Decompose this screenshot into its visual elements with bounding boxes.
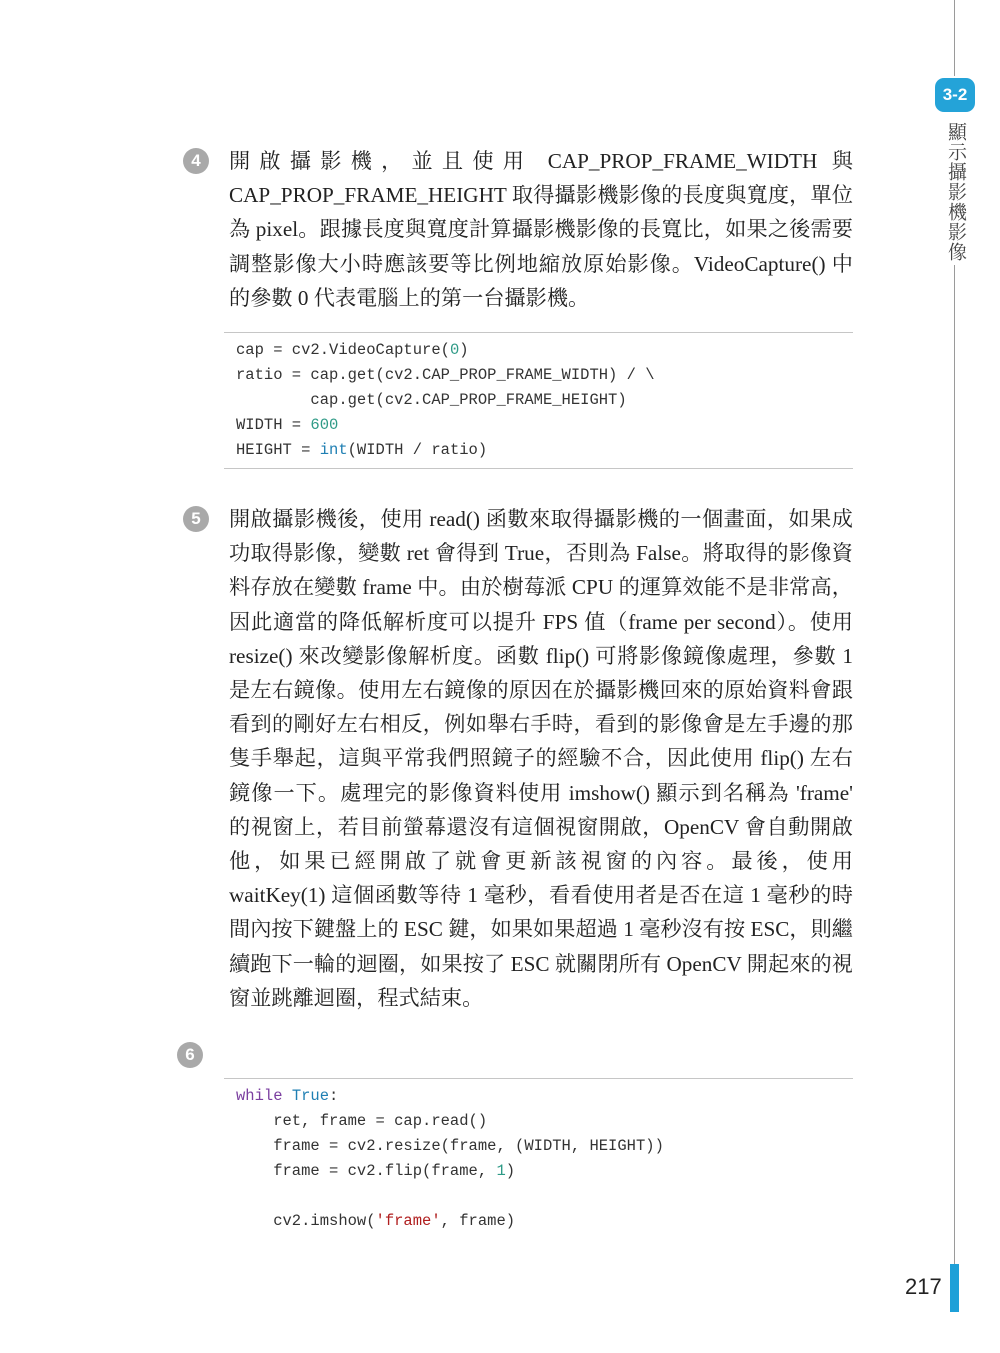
code-listing-setup bbox=[224, 333, 853, 463]
code-token: True bbox=[291, 1087, 330, 1105]
step-marker-6: 6 bbox=[177, 1042, 203, 1068]
code-token: ) bbox=[459, 341, 469, 359]
code-token: cap.get(cv2.CAP_PROP_FRAME_HEIGHT) bbox=[236, 391, 627, 409]
code-token: : bbox=[329, 1087, 339, 1105]
code-token: 'frame' bbox=[375, 1212, 441, 1230]
code-line bbox=[236, 1084, 853, 1109]
step-marker-5: 5 bbox=[183, 506, 209, 532]
code-token: frame = cv2.flip(frame, bbox=[236, 1162, 497, 1180]
code-line bbox=[236, 363, 853, 388]
code-line bbox=[236, 413, 853, 438]
code-token: while bbox=[236, 1087, 283, 1105]
side-rule-top bbox=[954, 0, 955, 76]
code-token bbox=[283, 1087, 292, 1105]
step-marker-4: 4 bbox=[183, 148, 209, 174]
code-token: cap = cv2.VideoCapture( bbox=[236, 341, 450, 359]
code-token: int bbox=[319, 441, 348, 459]
code-token: , frame) bbox=[440, 1212, 516, 1230]
code-listing-loop bbox=[224, 1079, 853, 1234]
step-4-text: 開啟攝影機，並且使用 CAP_PROP_FRAME_WIDTH 與 CAP_PROP_FRAME_HEIGHT 取得攝影機影像的長度與寬度，單位為 pixel。跟據長度與寬度計算攝影機影像的長寬比，如果之後需要調整影像大小時應該要等比例地縮放原始影像。VideoCapture() 中的參數 0 代表電腦上的第一台攝影機。 bbox=[229, 149, 853, 310]
code-token: WIDTH = bbox=[236, 416, 311, 434]
code-line bbox=[236, 388, 853, 413]
section-title-vertical: 顯示攝影機影像 bbox=[945, 122, 967, 262]
page-edge-bar bbox=[950, 1264, 959, 1312]
code-line bbox=[236, 338, 853, 363]
code-token: (WIDTH / ratio) bbox=[347, 441, 488, 459]
section-number-badge: 3-2 bbox=[935, 78, 975, 112]
code-line bbox=[236, 1184, 853, 1209]
side-rule bbox=[954, 265, 955, 1265]
code-line bbox=[236, 1209, 853, 1234]
code-block-setup bbox=[224, 332, 853, 469]
code-token: frame = cv2.resize(frame, (WIDTH, HEIGHT)) bbox=[236, 1137, 664, 1155]
code-line bbox=[236, 438, 853, 463]
page-number: 217 bbox=[905, 1274, 942, 1299]
step-5-text: 開啟攝影機後，使用 read() 函數來取得攝影機的一個畫面，如果成功取得影像，變數 ret 會得到 True，否則為 False。將取得的影像資料存放在變數 frame 中。由於樹莓派 CPU 的運算效能不是非常高，因此適當的降低解析度可以提升 FPS 值（frame per second）。使用 resize() 來改變影像解析度。函數 flip() 可將影像鏡像處理，參數 1 是左右鏡像。使用左右鏡像的原因在於攝影機回來的原始資料會跟看到的剛好左右相反，例如舉右手時，看到的影像會是左手邊的那隻手舉起，這與平常我們照鏡子的經驗不合，因此使用 flip() 左右鏡像一下。處理完的影像資料使用 imshow() 顯示到名稱為 'frame' 的視窗上，若目前螢幕還沒有這個視窗開啟，OpenCV 會自動開啟他，如果已經開啟了就會更新該視窗的內容。最後，使用 waitKey(1) 這個函數等待 1 毫秒，看看使用者是否在這 1 毫秒的時間內按下鍵盤上的 ESC 鍵，如果如果超過 1 毫秒沒有按 ESC，則繼續跑下一輪的迴圈，如果按了 ESC 就關閉所有 OpenCV 開起來的視窗並跳離迴圈，程式結束。 bbox=[229, 507, 853, 1010]
code-line bbox=[236, 1159, 853, 1184]
code-token: 1 bbox=[496, 1162, 506, 1180]
code-token: HEIGHT = bbox=[236, 441, 320, 459]
code-token: cv2.imshow( bbox=[236, 1212, 376, 1230]
code-token: 0 bbox=[449, 341, 460, 359]
code-block-loop bbox=[224, 1078, 853, 1239]
code-token: ratio = cap.get(cv2.CAP_PROP_FRAME_WIDTH) / \ bbox=[236, 366, 655, 384]
code-line bbox=[236, 1109, 853, 1134]
code-token: ) bbox=[505, 1162, 516, 1180]
code-token: ret, frame = cap.read() bbox=[236, 1112, 488, 1130]
code-token: 600 bbox=[310, 416, 339, 434]
code-line bbox=[236, 1134, 853, 1159]
